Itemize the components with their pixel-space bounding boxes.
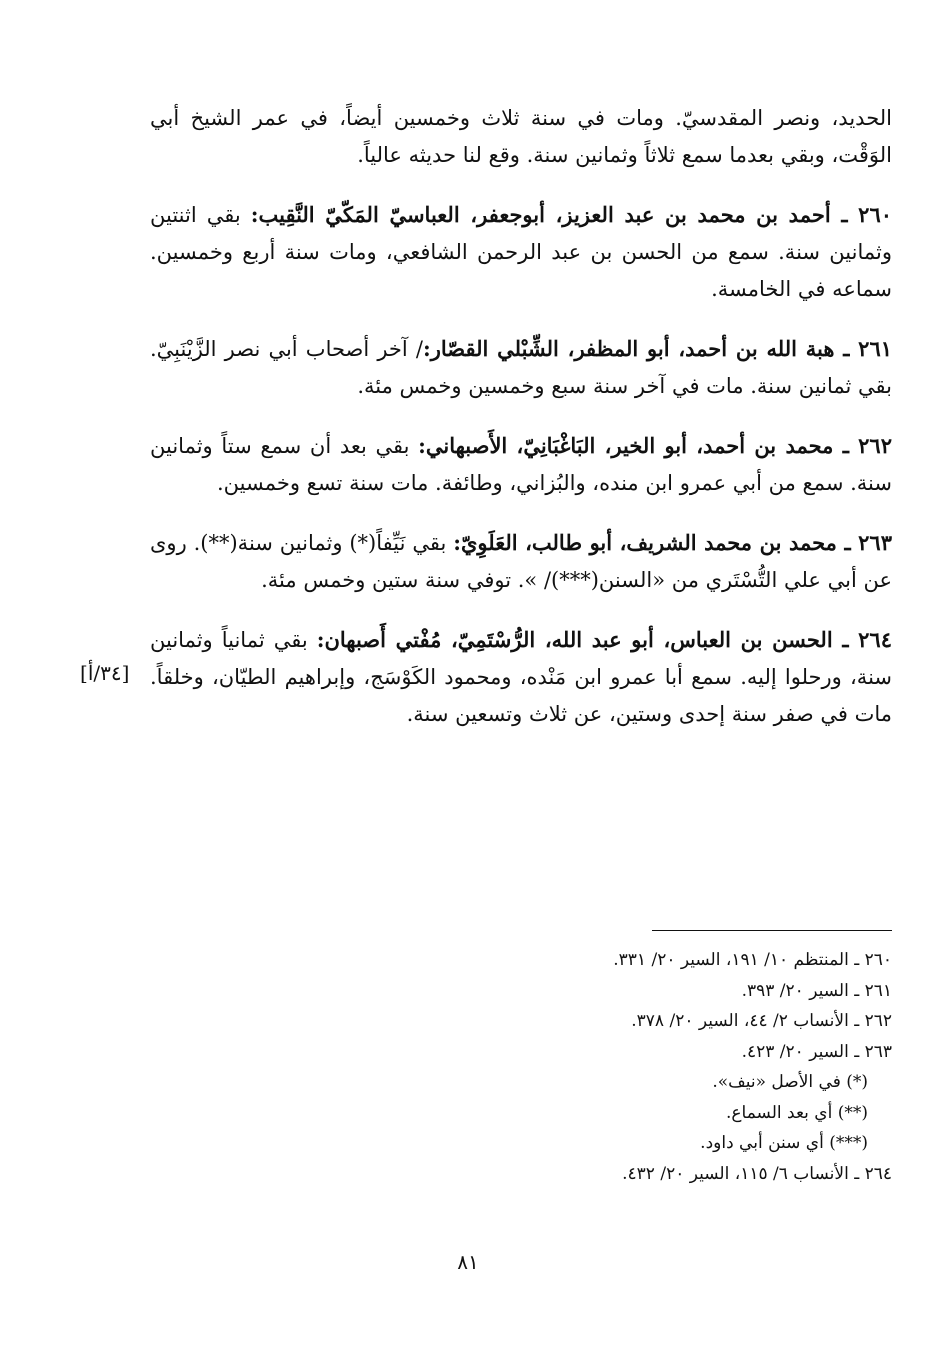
- footnote: ٢٦٣ ـ السير ٢٠/ ٤٢٣.: [741, 1041, 892, 1062]
- footnote: ٢٦٠ ـ المنتظم ١٠/ ١٩١، السير ٢٠/ ٣٣١.: [613, 950, 892, 970]
- entry-body: بقي ثمانياً وثمانين سنة، ورحلوا إليه. سمع أبا عمرو ابن مَنْده، ومحمود الكَوْسَج، وإبراهيم الطيّان، وخلقاً. مات في صفر سنة إحدى وستين، عن ثلاث وتسعين سنة.: [150, 628, 892, 726]
- footnotes: [360, 945, 892, 1189]
- footnote: ٢٦١ ـ السير ٢٠/ ٣٩٣.: [741, 980, 892, 1001]
- entry-264: [150, 621, 892, 733]
- entry-body: / آخر أصحاب أبي نصر الزَّيْنَبِيّ. بقي ثمانين سنة. مات في آخر سنة سبع وخمسين وخمس مئة.: [150, 337, 892, 398]
- entry-263: [150, 524, 892, 599]
- page-number: ٨١: [457, 1250, 479, 1274]
- margin-folio-marker: [٣٤/أ]: [80, 661, 130, 685]
- entry-262: [150, 427, 892, 502]
- entry-heading: ٢٦١ ـ هبة الله بن أحمد، أبو المظفر، الشِّبْلي القصّار:: [422, 336, 893, 361]
- entry-body: بقي اثنتين وثمانين سنة. سمع من الحسن بن عبد الرحمن الشافعي، ومات سنة أربع وخمسين. سماعه في الخامسة.: [150, 203, 892, 301]
- entry-261: [150, 330, 892, 405]
- entry-heading: ٢٦٢ ـ محمد بن أحمد، أبو الخير، البَاغْبَانِيّ، الأَصبهاني:: [418, 433, 892, 458]
- entry-heading: ٢٦٠ ـ أحمد بن محمد بن عبد العزيز، أبوجعفر، العباسيّ المَكّيّ النَّقِيب:: [250, 202, 893, 227]
- footnote-sub: (***) أي سنن أبي داود.: [700, 1133, 868, 1153]
- footnote-sub: (**) أي بعد السماع.: [726, 1102, 868, 1123]
- footnote: ٢٦٤ ـ الأنساب ٦/ ١١٥، السير ٢٠/ ٤٣٢.: [622, 1163, 892, 1184]
- entry-heading: ٢٦٣ ـ محمد بن محمد الشريف، أبو طالب، العَلَوِيّ:: [453, 530, 892, 555]
- entry-body: بقي بعد أن سمع ستاً وثمانين سنة. سمع من أبي عمرو ابن منده، والبُزاني، وطائفة. مات سنة تسع وخمسين.: [150, 434, 892, 495]
- entry-260: [150, 196, 892, 308]
- entry-body: بقي نَيِّفاً(*) وثمانين سنة(**). روى عن أبي علي التُّسْتَري من «السنن(***)/ ». توفي سنة ستين وخمس مئة.: [150, 531, 892, 592]
- footnote-sub: (*) في الأصل «نيف».: [712, 1072, 868, 1092]
- footnote: ٢٦٢ ـ الأنساب ٢/ ٤٤، السير ٢٠/ ٣٧٨.: [631, 1011, 892, 1031]
- intro-paragraph: الحديد، ونصر المقدسيّ. ومات في سنة ثلاث وخمسين أيضاً، في عمر الشيخ أبي الوَقْت، وبقي بعدما سمع ثلاثاً وثمانين سنة. وقع لنا حديثه عالياً.: [150, 106, 892, 167]
- main-text: [150, 100, 892, 755]
- footnote-divider: [652, 930, 892, 931]
- entry-heading: ٢٦٤ ـ الحسن بن العباس، أبو عبد الله، الرُّسْتَمِيّ، مُفْتي أَصبهان:: [316, 627, 892, 652]
